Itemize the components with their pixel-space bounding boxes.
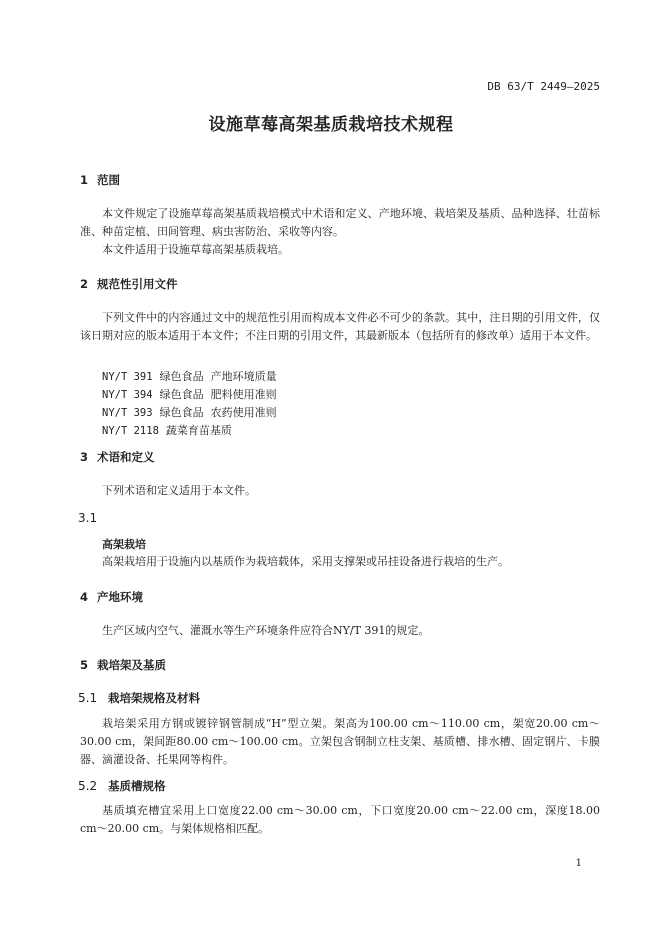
scope-paragraph-2: 本文件适用于设施草莓高架基质栽培。 [102, 243, 289, 256]
section-heading-terms [80, 449, 155, 465]
section-number: 5 [80, 658, 89, 672]
section-heading-environment [80, 589, 143, 605]
reference-item [102, 404, 277, 420]
subsection-heading-frame-spec [78, 690, 200, 706]
environment-paragraph: 生产区域内空气、灌溉水等生产环境条件应符合NY/T 391的规定。 [102, 624, 430, 637]
term-definition: 高架栽培用于设施内以基质作为栽培载体，采用支撑架或吊挂设备进行栽培的生产。 [102, 555, 509, 568]
references-intro-paragraph: 下列文件中的内容通过文中的规范性引用而构成本文件必不可少的条款。其中，注日期的引用文件，仅该日期对应的版本适用于本文件；不注日期的引用文件，其最新版本（包括所有的修改单）适用于本文件。 [80, 311, 600, 342]
reference-code: NY/T 394 [102, 389, 153, 401]
reference-name: 蔬菜育苗基质 [165, 424, 232, 437]
reference-code: NY/T 393 [102, 407, 153, 419]
reference-name: 绿色食品 产地环境质量 [159, 370, 277, 383]
trough-spec-paragraph: 基质填充槽宜采用上口宽度22.00 cm～30.00 cm，下口宽度20.00 cm～22.00 cm，深度18.00 cm～20.00 cm。与架体规格相匹配。 [80, 804, 600, 835]
section-number: 1 [80, 173, 89, 187]
section-heading-normative-references [80, 276, 178, 292]
section-title: 术语和定义 [97, 450, 155, 464]
reference-code: NY/T 391 [102, 371, 153, 383]
subsection-title: 基质槽规格 [108, 779, 166, 793]
subsection-number: 5.1 [78, 691, 98, 705]
subsection-title: 栽培架规格及材料 [108, 691, 200, 705]
reference-item [102, 386, 277, 402]
standard-code: DB 63/T 2449—2025 [487, 80, 600, 93]
section-number: 3 [80, 450, 89, 464]
frame-spec-paragraph: 栽培架采用方钢或镀锌钢管制成“H”型立架。架高为100.00 cm～110.00 cm，架宽20.00 cm～30.00 cm，架间距80.00 cm～100.00 cm。立架包含钢制立柱支架、基质槽、排水槽、固定钢片、卡膜器、滴灌设备、托果网等构件。 [80, 717, 600, 766]
section-heading-frame-substrate [80, 657, 166, 673]
section-title: 栽培架及基质 [97, 658, 166, 672]
section-title: 规范性引用文件 [97, 277, 178, 291]
scope-paragraph-1: 本文件规定了设施草莓高架基质栽培模式中术语和定义、产地环境、栽培架及基质、品种选择、壮苗标准、种苗定植、田间管理、病虫害防治、采收等内容。 [80, 207, 600, 238]
reference-code: NY/T 2118 [102, 425, 159, 437]
subsection-number: 5.2 [78, 779, 98, 793]
subsection-heading-trough-spec [78, 778, 166, 794]
reference-name: 绿色食品 农药使用准则 [159, 406, 277, 419]
terms-intro-paragraph: 下列术语和定义适用于本文件。 [102, 484, 256, 497]
section-number: 4 [80, 590, 89, 604]
document-title: 设施草莓高架基质栽培技术规程 [208, 115, 454, 135]
term-number: 3.1 [78, 511, 98, 525]
section-heading-scope [80, 172, 120, 188]
reference-item [102, 368, 277, 384]
reference-item [102, 422, 232, 438]
section-title: 范围 [97, 173, 120, 187]
term-name: 高架栽培 [102, 538, 146, 551]
section-number: 2 [80, 277, 89, 291]
reference-name: 绿色食品 肥料使用准则 [159, 388, 277, 401]
page-number: 1 [575, 858, 582, 869]
section-title: 产地环境 [97, 590, 143, 604]
